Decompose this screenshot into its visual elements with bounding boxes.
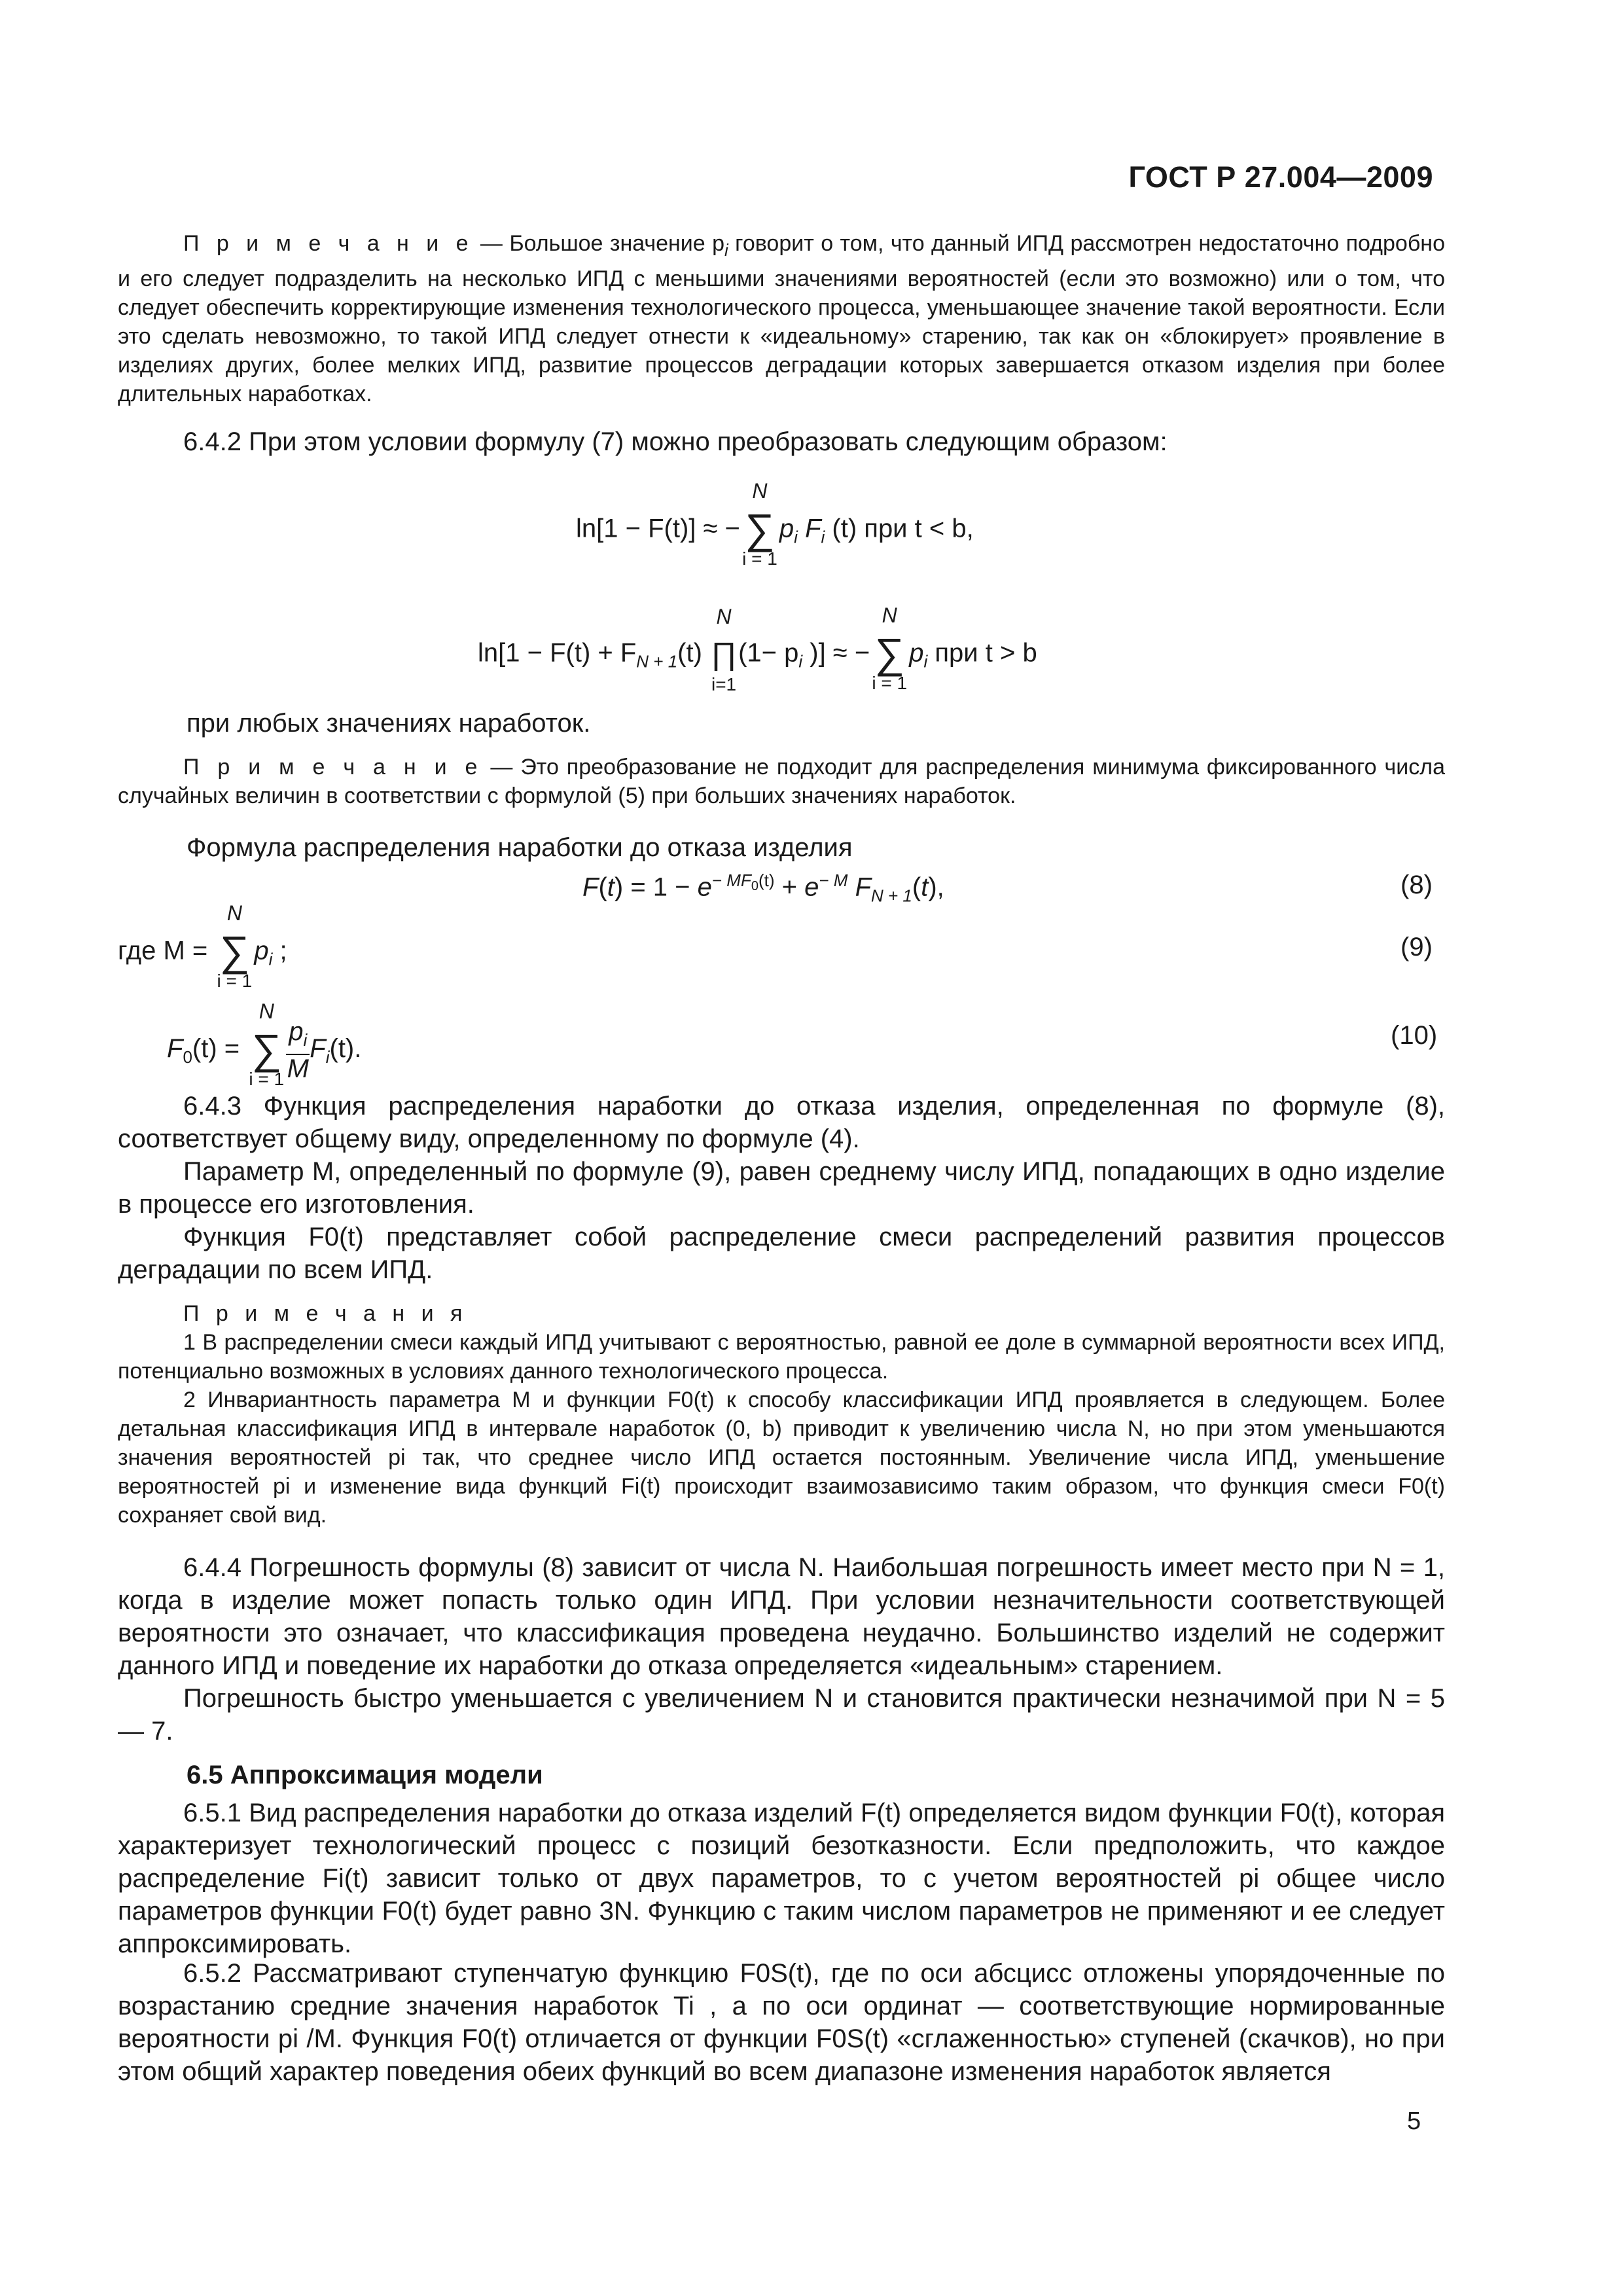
sum-lower: i = 1	[217, 971, 253, 991]
fraction: $\frac{p_i}{M}$	[287, 1017, 309, 1083]
document-header: ГОСТ Р 27.004—2009	[1128, 160, 1433, 194]
paragraph-6-5-1: 6.5.1 Вид распределения наработки до отказа изделий F(t) определяется видом функции F0(t), которая характеризует технологический процесс с позиций безотказности. Если предположить, что каждое распределение Fi(t) зависит только от двух параметров, то с учетом вероятностей pi общее число параметров функции F0(t) будет равно 3N. Функцию с таким числом параметров не применяют и ее следует аппроксимировать.	[118, 1799, 1445, 1958]
equation-10: $F_0(t)$ = N ∑ i = 1 $\frac{p_i}{M}$ $F_i(t)$.	[167, 999, 362, 1089]
prod-lower: i=1	[711, 674, 737, 694]
formula-a-f: F	[805, 514, 821, 543]
paragraph-parameter-m: Параметр M, определенный по формуле (9), равен среднему числу ИПД, попадающих в одно изделие в процессе его изготовления.	[118, 1157, 1445, 1219]
sum-lower: i = 1	[249, 1068, 285, 1089]
formula-b-mid: (t)	[677, 638, 702, 668]
notes-block	[118, 1299, 1445, 1530]
formula-b: $\ln[1 - F(t) + F_{N + 1}(t)$ N ∏ i=1 ($1- p_i$ )] ≈ − N ∑ i = 1 $p_i$ при t > b	[478, 603, 1037, 694]
prod-upper: N	[716, 605, 732, 628]
eq10-lhs-end: (t) =	[192, 1034, 247, 1064]
product-symbol: N ∏ i=1	[709, 636, 738, 673]
eq10-lhs: F	[167, 1034, 183, 1064]
equation-8: $F(t) = 1 - e^{- MF_0(t)} + e^{- M}$ $F_{N + 1}(t)$,	[582, 870, 944, 906]
frac-num: p	[289, 1017, 304, 1046]
note-label: П р и м е ч а н и е	[183, 231, 474, 256]
note-item-2: 2 Инвариантность параметра M и функции F0(t) к способу классификации ИПД проявляется в следующем. Более детальная классификация ИПД в интервале наработок (0, b) приводит к увеличению числа N, но при этом уменьшаются значения вероятностей pi так, что среднее число ИПД остается постоянным. Увеличение числа ИПД, уменьшение вероятностей pi и изменение вида функций Fi(t) происходит взаимозависимо таким образом, что функция смеси F0(t) сохраняет свой вид.	[118, 1388, 1445, 1528]
note-1	[118, 229, 1445, 408]
formula-b-sub: N + 1	[636, 651, 678, 672]
note-text: — Это преобразование не подходит для распределения минимума фиксированного числа случайных величин в соответствии с формулой (5) при больших значениях наработок.	[118, 755, 1445, 808]
note-text-start: — Большое значение p	[473, 231, 724, 256]
equation-number-9: (9)	[1400, 933, 1433, 961]
section-6-4-3	[118, 1090, 1445, 1286]
eq9-p: p	[254, 936, 269, 965]
sum-upper: N	[752, 479, 768, 503]
note-item-1: 1 В распределении смеси каждый ИПД учитывают с вероятностью, равной ее доле в суммарной вероятности всех ИПД, потенциально возможных в условиях данного технологического процесса.	[118, 1330, 1445, 1384]
after-formula-text: при любых значениях наработок.	[187, 709, 591, 738]
sum-symbol: N ∑ i = 1	[870, 635, 909, 674]
paragraph-6-4-4: 6.4.4 Погрешность формулы (8) зависит от числа N. Наибольшая погрешность имеет место при N = 1, когда в изделие может попасть только один ИПД. При условии незначительности соответствующей вероятности это означает, что классификация проведена неудачно. Большинство изделий не содержит данного ИПД и поведение их наработки до отказа определяется «идеальным» старением.	[118, 1553, 1445, 1680]
sum-lower: i = 1	[742, 548, 777, 569]
formula-b-right: при t > b	[927, 638, 1037, 668]
paragraph-6-5-2: 6.5.2 Рассматривают ступенчатую функцию F0S(t), где по оси абсцисс отложены упорядоченные по возрастанию средние значения наработок Ti , а по оси ординат — соответствующие нормированные вероятности pi /M. Функция F0(t) отличается от функции F0S(t) «сглаженностью» ступеней (скачков), но при этом общий характер поведения обеих функций во всем диапазоне изменения наработок является	[118, 1959, 1445, 2086]
note-subscript: i	[724, 240, 728, 260]
eq10-lhs-sub: 0	[183, 1047, 192, 1067]
sum-upper: N	[882, 603, 897, 627]
equation-9: где M = N ∑ i = 1 $p_i$ ;	[118, 901, 287, 991]
eq9-end: ;	[272, 936, 287, 965]
sum-symbol: N ∑ i = 1	[740, 511, 779, 550]
formula-a-right: (t) при t < b,	[825, 514, 974, 543]
formula-b-left: ln[1 − F(t) + F	[478, 638, 637, 668]
sum-upper: N	[226, 901, 242, 925]
equation-number-8: (8)	[1400, 870, 1433, 899]
formula-a-p: p	[779, 514, 794, 543]
distribution-intro: Формула распределения наработки до отказа изделия	[187, 833, 853, 862]
paragraph-function-f0: Функция F0(t) представляет собой распределение смеси распределений развития процессов деградации по всем ИПД.	[118, 1223, 1445, 1284]
paragraph-6-4-2: 6.4.2 При этом условии формулу (7) можно преобразовать следующим образом:	[183, 427, 1168, 456]
paragraph-error: Погрешность быстро уменьшается с увеличением N и становится практически незначимой при N = 5 — 7.	[118, 1684, 1446, 1746]
notes-label: П р и м е ч а н и я	[183, 1301, 468, 1326]
equation-number-10: (10)	[1391, 1021, 1438, 1050]
sum-symbol: N ∑ i = 1	[247, 1031, 286, 1070]
formula-b-mid2: (1− p	[738, 638, 799, 668]
formula-b-p: p	[909, 638, 924, 668]
formula-b-mid3: )] ≈ −	[802, 638, 870, 668]
note-label: П р и м е ч а н и е	[183, 755, 483, 780]
eq9-where: где M =	[118, 936, 215, 965]
section-heading-6-5: 6.5 Аппроксимация модели	[187, 1761, 543, 1789]
note-text-rest: говорит о том, что данный ИПД рассмотрен недостаточно подробно и его следует подразделить на несколько ИПД с меньшими значениями вероятностей (если это возможно) или о том, что следует обеспечить корректирующие изменения технологического процесса, уменьшающее значение такой вероятности. Если это сделать невозможно, то такой ИПД следует отнести к «идеальному» старению, так как он «блокирует» проявление в изделиях других, более мелких ИПД, развитие процессов деградации которых завершается отказом изделия при более длительных наработках.	[118, 231, 1445, 406]
section-6-4-4	[118, 1551, 1445, 1748]
paragraph-6-4-3: 6.4.3 Функция распределения наработки до отказа изделия, определенная по формуле (8), соответствует общему виду, определенному по формуле (4).	[118, 1092, 1445, 1153]
formula-a: ln[1 − F(t)] ≈ − N ∑ i = 1 $p_i$ $F_i$ (t) при t < b,	[576, 479, 974, 569]
sum-lower: i = 1	[872, 673, 908, 693]
sum-symbol: N ∑ i = 1	[215, 933, 254, 972]
sum-upper: N	[259, 999, 274, 1023]
frac-den: M	[287, 1054, 309, 1083]
formula-a-left: ln[1 − F(t)] ≈ −	[576, 514, 740, 543]
note-2	[118, 753, 1445, 810]
eq10-f: F	[310, 1034, 326, 1064]
page-number: 5	[1407, 2108, 1421, 2135]
eq10-end: (t).	[329, 1034, 362, 1064]
